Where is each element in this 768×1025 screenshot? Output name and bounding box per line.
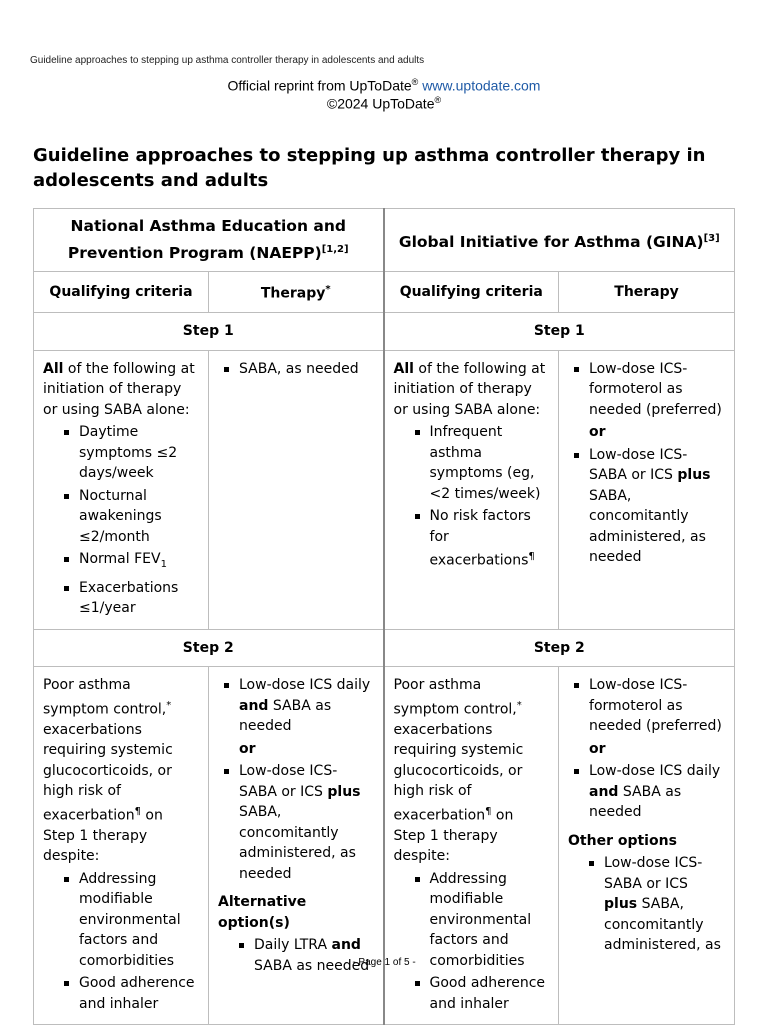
emphasis: All xyxy=(43,360,64,377)
therapy-text: Low-dose ICS-SABA or ICS xyxy=(589,446,688,484)
therapy-label: Therapy xyxy=(260,285,326,302)
list-item: Nocturnal awakenings ≤2/month xyxy=(79,486,199,548)
intro-text: exacerbations requiring systemic glucocorticoids, or high risk of exacerbation xyxy=(43,721,173,824)
gina-step1-therapy xyxy=(559,350,735,629)
naepp-heading-text: National Asthma Education and Prevention Program (NAEPP) xyxy=(67,217,346,263)
column-header-row xyxy=(34,272,735,313)
alternative-list xyxy=(218,935,374,976)
list-item xyxy=(604,853,725,956)
therapy-list xyxy=(218,761,374,884)
list-item: Good adherence and inhaler xyxy=(430,973,550,1014)
naepp-col-therapy xyxy=(209,272,384,313)
gina-heading xyxy=(384,209,735,272)
footnote-mark: * xyxy=(166,699,172,711)
intro-text: on Step 1 therapy despite: xyxy=(393,807,514,865)
criteria-list xyxy=(394,422,550,571)
therapy-text: SABA, concomitantly administered, as xyxy=(604,896,721,954)
step1-content-row xyxy=(34,350,735,629)
therapy-text: Low-dose ICS daily xyxy=(589,763,721,780)
naepp-step2-label: Step 2 xyxy=(34,629,384,667)
therapy-text: Low-dose ICS daily xyxy=(239,677,371,694)
intro-text: on Step 1 therapy despite: xyxy=(43,807,163,865)
emphasis: plus xyxy=(327,783,361,800)
reprint-prefix: Official reprint from UpToDate xyxy=(227,77,412,94)
gina-step2-label: Step 2 xyxy=(384,629,735,667)
or-separator: or xyxy=(589,424,606,441)
naepp-step2-therapy xyxy=(209,667,384,1025)
therapy-list xyxy=(218,359,374,380)
document-title: Guideline approaches to stepping up asthma controller therapy in adolescents and adults xyxy=(33,145,706,191)
gina-col-therapy: Therapy xyxy=(559,272,735,313)
fev-subscript: 1 xyxy=(160,559,167,571)
list-item: Daytime symptoms ≤2 days/week xyxy=(79,422,199,484)
emphasis: All xyxy=(393,360,414,377)
criteria-intro xyxy=(43,359,199,421)
registered-mark: ® xyxy=(434,95,442,105)
list-item: SABA, as needed xyxy=(239,359,374,380)
therapy-text: SABA as needed xyxy=(254,957,370,974)
page-indicator: - Page 1 of 5 - xyxy=(352,957,416,968)
or-separator: or xyxy=(589,740,606,757)
list-item: Exacerbations ≤1/year xyxy=(79,578,199,619)
naepp-step1-therapy xyxy=(209,350,384,629)
emphasis: and xyxy=(331,937,361,954)
or-separator: or xyxy=(239,740,256,757)
list-item: Good adherence and inhaler xyxy=(79,973,199,1014)
footnote-mark: ¶ xyxy=(528,551,535,563)
emphasis: and xyxy=(589,783,619,800)
copyright-notice xyxy=(0,91,768,113)
footnote-mark: ¶ xyxy=(485,805,492,817)
list-item xyxy=(589,761,725,823)
therapy-text: SABA as needed xyxy=(589,783,682,821)
therapy-list xyxy=(568,359,725,421)
list-item xyxy=(239,761,374,884)
therapy-list xyxy=(218,675,374,737)
therapy-text: Daily LTRA xyxy=(254,937,332,954)
therapy-list xyxy=(568,761,725,823)
naepp-step1-label: Step 1 xyxy=(34,313,384,351)
naepp-col-qualifying: Qualifying criteria xyxy=(34,272,209,313)
fev-text: Normal FEV xyxy=(79,551,161,568)
criteria-list xyxy=(394,869,550,1015)
intro-text: of the following at initiation of therapy or using SABA alone: xyxy=(43,360,195,418)
uptodate-link[interactable]: www.uptodate.com xyxy=(422,77,541,94)
list-item xyxy=(79,549,199,575)
therapy-text: Low-dose ICS-SABA or ICS xyxy=(604,855,703,892)
step2-row xyxy=(34,629,735,667)
emphasis: and xyxy=(239,697,269,714)
gina-step2-therapy xyxy=(559,667,735,1025)
gina-col-qualifying: Qualifying criteria xyxy=(384,272,559,313)
list-item xyxy=(589,445,725,568)
therapy-mark: * xyxy=(325,284,331,296)
criteria-list xyxy=(43,869,199,1015)
list-item xyxy=(430,506,550,571)
other-options-heading: Other options xyxy=(568,832,677,849)
org-header-row xyxy=(34,209,735,272)
therapy-text: Low-dose ICS-SABA or ICS xyxy=(239,763,338,800)
footnote-mark: ¶ xyxy=(134,805,141,817)
list-item: Low-dose ICS-formoterol as needed (preferred) xyxy=(589,675,725,737)
list-item xyxy=(254,935,374,976)
gina-heading-text: Global Initiative for Asthma (GINA) xyxy=(398,232,704,251)
therapy-list xyxy=(568,445,725,568)
footnote-mark: * xyxy=(516,699,522,711)
registered-mark: ® xyxy=(411,77,419,87)
naepp-heading xyxy=(34,209,384,272)
list-item: Addressing modifiable environmental factors and comorbidities xyxy=(79,869,199,972)
gina-step1-criteria xyxy=(384,350,559,629)
naepp-step2-criteria xyxy=(34,667,209,1025)
emphasis: plus xyxy=(604,896,638,913)
running-header: Guideline approaches to stepping up asthma controller therapy in adolescents and adults xyxy=(30,55,425,66)
copyright-text: ©2024 UpToDate xyxy=(326,95,435,112)
gina-step2-criteria xyxy=(384,667,559,1025)
therapy-list xyxy=(568,675,725,737)
gina-step1-label: Step 1 xyxy=(384,313,735,351)
step1-row xyxy=(34,313,735,351)
intro-text: Poor asthma symptom control, xyxy=(393,677,517,718)
list-item: Low-dose ICS-formoterol as needed (preferred) xyxy=(589,359,725,421)
naepp-ref: [1,2] xyxy=(321,244,349,255)
list-item: Addressing modifiable environmental factors and comorbidities xyxy=(430,869,550,972)
criteria-intro xyxy=(394,359,550,421)
step2-content-row xyxy=(34,667,735,1025)
criteria-intro xyxy=(394,675,550,867)
intro-text: of the following at initiation of therapy or using SABA alone: xyxy=(393,360,546,418)
criteria-list xyxy=(43,422,199,618)
therapy-text: SABA as needed xyxy=(239,697,332,735)
alternative-options-heading: Alternative option(s) xyxy=(218,894,307,931)
naepp-step1-criteria xyxy=(34,350,209,629)
risk-text: No risk factors for exacerbations xyxy=(429,508,531,569)
intro-text: Poor asthma symptom control, xyxy=(43,677,167,718)
emphasis: plus xyxy=(677,467,711,484)
guideline-table xyxy=(33,208,735,1025)
gina-ref: [3] xyxy=(703,232,720,244)
criteria-intro xyxy=(43,675,199,867)
intro-text: exacerbations requiring systemic glucocorticoids, or high risk of exacerbation xyxy=(393,721,524,824)
therapy-text: SABA, concomitantly administered, as needed xyxy=(239,804,356,882)
list-item: Infrequent asthma symptoms (eg, <2 times/week) xyxy=(430,422,550,504)
list-item xyxy=(239,675,374,737)
therapy-text: SABA, concomitantly administered, as needed xyxy=(589,487,706,566)
other-options-list xyxy=(568,853,725,956)
